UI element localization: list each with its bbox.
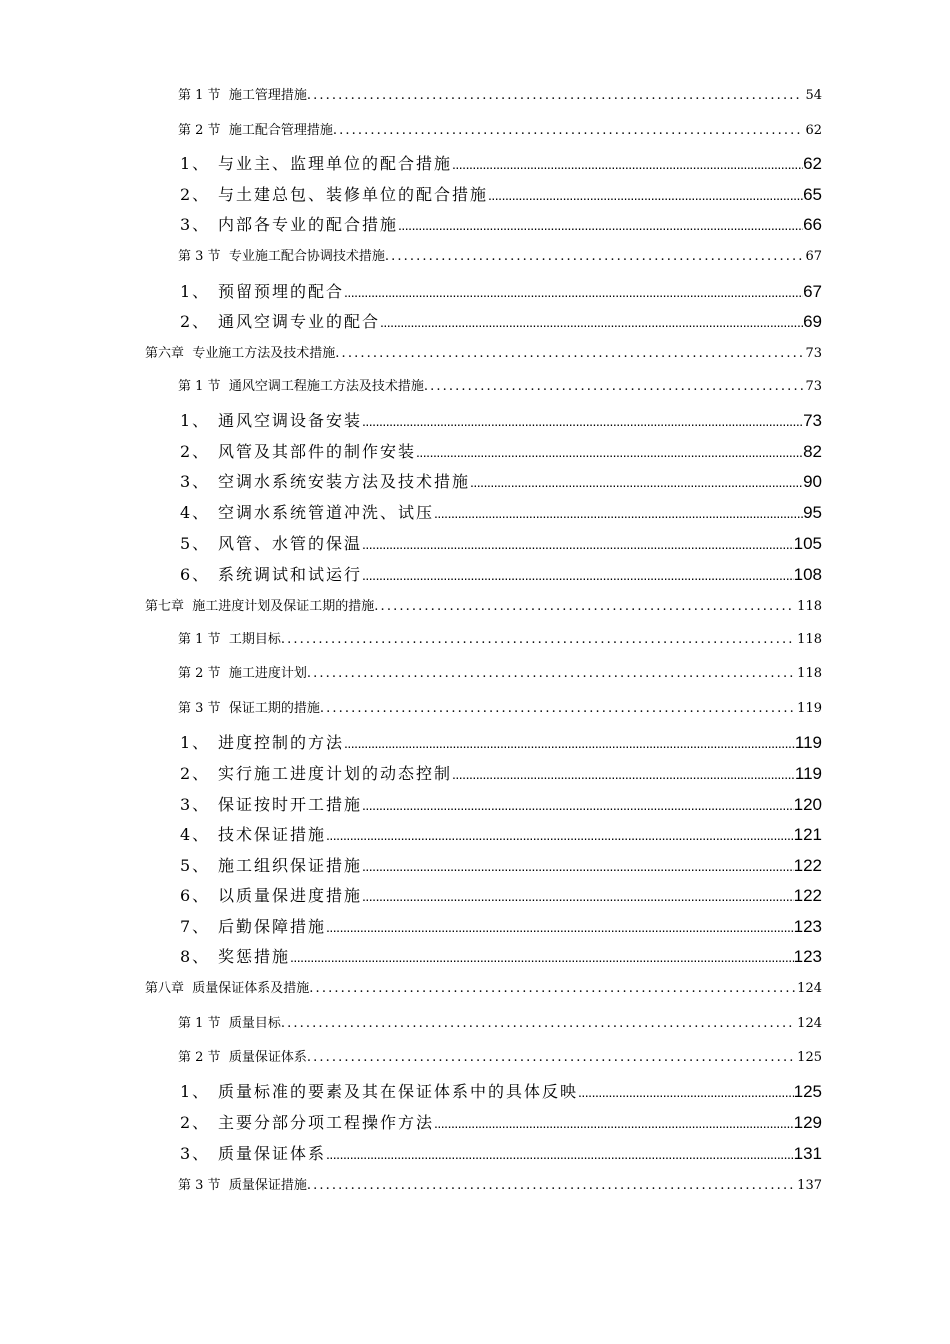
- toc-entry-label: [180, 408, 362, 431]
- dot-leader: [333, 123, 804, 138]
- toc-entry-title: 质量保证措施: [228, 1178, 307, 1193]
- dot-leader: [374, 599, 795, 614]
- dot-leader: [344, 282, 803, 301]
- toc-entry-page-number: 119: [794, 764, 822, 783]
- dot-leader: [452, 154, 803, 173]
- toc-entry-item[interactable]: [180, 914, 822, 938]
- toc-entry-page-number: 66: [803, 215, 822, 234]
- toc-entry-title: 进度控制的方法: [218, 733, 345, 752]
- toc-entry-label: [180, 500, 434, 523]
- toc-entry-item[interactable]: [180, 500, 822, 524]
- dot-leader: [434, 1113, 794, 1132]
- toc-entry-number: 第 1 节: [178, 1016, 221, 1031]
- toc-entry-page-number: 125: [797, 1050, 822, 1065]
- toc-entry-item[interactable]: [180, 469, 822, 493]
- toc-entry-number: 第 3 节: [178, 701, 221, 716]
- toc-entry-label: [178, 697, 320, 716]
- toc-entry-label: [180, 792, 362, 815]
- dot-leader: [398, 215, 803, 234]
- toc-entry-item[interactable]: [180, 883, 822, 907]
- toc-entry-label: [178, 628, 281, 647]
- toc-entry-item[interactable]: [180, 1141, 822, 1165]
- toc-entry-label: [145, 595, 374, 614]
- toc-entry-number: 5、: [180, 534, 211, 553]
- toc-entry-page-number: 123: [793, 917, 822, 936]
- toc-entry-label: [180, 469, 470, 492]
- toc-entry-number: 第 2 节: [178, 666, 221, 681]
- toc-entry-page-number: 120: [793, 795, 822, 814]
- toc-entry-label: [178, 375, 424, 394]
- toc-entry-item[interactable]: [180, 822, 822, 846]
- toc-entry-title: 质量目标: [228, 1016, 281, 1031]
- dot-leader: [362, 534, 794, 553]
- toc-entry-item[interactable]: [180, 730, 822, 754]
- toc-entry-title: 通风空调设备安装: [218, 411, 363, 430]
- toc-entry-page-number: 95: [803, 503, 822, 522]
- toc-entry-page-number: 62: [805, 123, 822, 138]
- toc-entry-section[interactable]: [178, 245, 822, 265]
- toc-entry-page-number: 124: [797, 981, 822, 996]
- toc-entry-label: [178, 245, 385, 264]
- toc-entry-number: 1、: [180, 282, 211, 301]
- toc-entry-label: [180, 944, 290, 967]
- dot-leader: [434, 503, 803, 522]
- dot-leader: [326, 825, 794, 844]
- dot-leader: [416, 442, 803, 461]
- toc-entry-item[interactable]: [180, 1110, 822, 1134]
- toc-entry-label: [180, 279, 344, 302]
- dot-leader: [335, 346, 803, 361]
- toc-entry-section[interactable]: [178, 1012, 822, 1032]
- toc-entry-item[interactable]: [180, 439, 822, 463]
- toc-entry-page-number: 129: [793, 1113, 822, 1132]
- toc-entry-number: 1、: [180, 154, 211, 173]
- toc-entry-page-number: 121: [793, 825, 822, 844]
- toc-entry-page-number: 137: [797, 1178, 822, 1193]
- dot-leader: [362, 565, 794, 584]
- dot-leader: [326, 917, 794, 936]
- toc-entry-number: 2、: [180, 442, 211, 461]
- toc-entry-title: 质量保证体系: [218, 1144, 327, 1163]
- toc-entry-label: [180, 1110, 434, 1133]
- toc-entry-number: 1、: [180, 733, 211, 752]
- dot-leader: [320, 701, 795, 716]
- dot-leader: [326, 1144, 794, 1163]
- toc-entry-title: 质量标准的要素及其在保证体系中的具体反映: [218, 1082, 579, 1101]
- toc-entry-page-number: 67: [805, 249, 822, 264]
- toc-entry-page-number: 69: [803, 312, 822, 331]
- toc-entry-title: 与土建总包、装修单位的配合措施: [218, 185, 489, 204]
- toc-entry-label: [178, 662, 307, 681]
- toc-entry-number: 第 3 节: [178, 1178, 221, 1193]
- toc-entry-title: 与业主、监理单位的配合措施: [218, 154, 453, 173]
- toc-entry-number: 3、: [180, 795, 211, 814]
- dot-leader: [452, 764, 795, 783]
- toc-entry-section[interactable]: [178, 662, 822, 682]
- toc-entry-section[interactable]: [178, 628, 822, 648]
- toc-entry-label: [180, 914, 326, 937]
- toc-entry-label: [180, 883, 362, 906]
- toc-entry-number: 5、: [180, 856, 211, 875]
- dot-leader: [309, 981, 795, 996]
- toc-entry-title: 通风空调专业的配合: [218, 312, 381, 331]
- dot-leader: [578, 1082, 794, 1101]
- toc-entry-label: [180, 151, 452, 174]
- toc-entry-page-number: 54: [805, 88, 822, 103]
- toc-entry-label: [180, 562, 362, 585]
- toc-entry-label: [145, 342, 335, 361]
- toc-entry-page-number: 108: [793, 565, 822, 584]
- toc-entry-title: 技术保证措施: [218, 825, 327, 844]
- toc-entry-item[interactable]: [180, 212, 822, 236]
- toc-entry-page-number: 73: [805, 346, 822, 361]
- toc-entry-title: 实行施工进度计划的动态控制: [218, 764, 453, 783]
- toc-entry-section[interactable]: [178, 375, 822, 395]
- toc-entry-label: [180, 182, 488, 205]
- toc-entry-label: [180, 309, 380, 332]
- toc-entry-title: 风管、水管的保温: [218, 534, 363, 553]
- toc-entry-page-number: 122: [793, 886, 822, 905]
- toc-entry-number: 1、: [180, 411, 211, 430]
- toc-entry-page-number: 73: [803, 411, 822, 430]
- dot-leader: [344, 733, 795, 752]
- toc-entry-title: 奖惩措施: [218, 947, 291, 966]
- toc-entry-page-number: 118: [797, 666, 822, 681]
- dot-leader: [380, 312, 803, 331]
- toc-entry-label: [178, 84, 307, 103]
- toc-entry-page-number: 73: [805, 379, 822, 394]
- toc-entry-title: 工期目标: [228, 632, 281, 647]
- toc-entry-item[interactable]: [180, 279, 822, 303]
- toc-entry-item[interactable]: [180, 309, 822, 333]
- toc-entry-label: [180, 212, 398, 235]
- toc-entry-section[interactable]: [178, 84, 822, 104]
- toc-entry-number: 2、: [180, 312, 211, 331]
- toc-entry-number: 3、: [180, 215, 211, 234]
- toc-entry-number: 第七章: [145, 599, 185, 614]
- toc-entry-title: 专业施工方法及技术措施: [192, 346, 336, 361]
- dot-leader: [290, 947, 794, 966]
- toc-entry-title: 施工管理措施: [228, 88, 307, 103]
- toc-entry-page-number: 124: [797, 1016, 822, 1031]
- toc-entry-title: 主要分部分项工程操作方法: [218, 1113, 435, 1132]
- toc-entry-page-number: 82: [803, 442, 822, 461]
- toc-entry-title: 施工配合管理措施: [228, 123, 333, 138]
- toc-entry-title: 专业施工配合协调技术措施: [228, 249, 385, 264]
- toc-entry-label: [178, 119, 333, 138]
- toc-entry-item[interactable]: [180, 562, 822, 586]
- dot-leader: [424, 379, 804, 394]
- toc-entry-label: [180, 822, 326, 845]
- toc-entry-item[interactable]: [180, 182, 822, 206]
- toc-entry-page-number: 119: [794, 733, 822, 752]
- toc-entry-page-number: 67: [803, 282, 822, 301]
- toc-entry-label: [178, 1174, 307, 1193]
- toc-entry-section[interactable]: [178, 119, 822, 139]
- toc-entry-number: 第 1 节: [178, 88, 221, 103]
- toc-entry-number: 1、: [180, 1082, 211, 1101]
- toc-entry-page-number: 118: [797, 632, 822, 647]
- toc-entry-number: 6、: [180, 886, 211, 905]
- toc-entry-label: [180, 1141, 326, 1164]
- toc-entry-number: 7、: [180, 917, 211, 936]
- toc-entry-label: [180, 1079, 578, 1102]
- dot-leader: [281, 632, 795, 647]
- toc-entry-number: 第六章: [145, 346, 185, 361]
- toc-entry-item[interactable]: [180, 408, 822, 432]
- toc-entry-title: 施工进度计划: [228, 666, 307, 681]
- toc-entry-page-number: 118: [797, 599, 822, 614]
- toc-entry-number: 第 1 节: [178, 379, 221, 394]
- toc-entry-chapter[interactable]: [145, 977, 822, 997]
- toc-entry-page-number: 90: [803, 472, 822, 491]
- toc-entry-number: 第 3 节: [178, 249, 221, 264]
- toc-entry-label: [145, 977, 309, 996]
- toc-entry-title: 风管及其部件的制作安装: [218, 442, 417, 461]
- toc-entry-page-number: 65: [803, 185, 822, 204]
- toc-entry-label: [180, 730, 344, 753]
- toc-entry-label: [178, 1012, 281, 1031]
- dot-leader: [281, 1016, 795, 1031]
- toc-entry-item[interactable]: [180, 761, 822, 785]
- toc-entry-number: 2、: [180, 764, 211, 783]
- toc-entry-item[interactable]: [180, 944, 822, 968]
- toc-entry-section[interactable]: [178, 697, 822, 717]
- toc-entry-title: 保证按时开工措施: [218, 795, 363, 814]
- toc-entry-title: 预留预埋的配合: [218, 282, 345, 301]
- dot-leader: [470, 472, 803, 491]
- toc-entry-item[interactable]: [180, 151, 822, 175]
- toc-entry-title: 保证工期的措施: [228, 701, 320, 716]
- toc-entry-item[interactable]: [180, 853, 822, 877]
- dot-leader: [385, 249, 804, 264]
- toc-entry-number: 2、: [180, 185, 211, 204]
- toc-entry-title: 系统调试和试运行: [218, 565, 363, 584]
- dot-leader: [488, 185, 803, 204]
- toc-entry-title: 后勤保障措施: [218, 917, 327, 936]
- toc-entry-number: 第 2 节: [178, 123, 221, 138]
- toc-entry-label: [178, 1046, 307, 1065]
- toc-entry-page-number: 62: [803, 154, 822, 173]
- toc-entry-label: [180, 531, 362, 554]
- toc-entry-page-number: 105: [793, 534, 822, 553]
- toc-entry-title: 质量保证体系: [228, 1050, 307, 1065]
- toc-entry-number: 4、: [180, 825, 211, 844]
- toc-entry-title: 空调水系统管道冲洗、试压: [218, 503, 435, 522]
- toc-entry-item[interactable]: [180, 1079, 822, 1103]
- toc-entry-item[interactable]: [180, 531, 822, 555]
- toc-entry-title: 通风空调工程施工方法及技术措施: [228, 379, 424, 394]
- toc-entry-page-number: 131: [793, 1144, 822, 1163]
- dot-leader: [307, 1178, 795, 1193]
- toc-entry-number: 6、: [180, 565, 211, 584]
- toc-entry-number: 8、: [180, 947, 211, 966]
- toc-entry-section[interactable]: [178, 1174, 822, 1194]
- toc-entry-page-number: 122: [793, 856, 822, 875]
- dot-leader: [307, 1050, 795, 1065]
- toc-entry-number: 3、: [180, 1144, 211, 1163]
- dot-leader: [307, 666, 795, 681]
- toc-entry-page-number: 119: [797, 701, 822, 716]
- toc-entry-chapter[interactable]: [145, 342, 822, 362]
- toc-entry-label: [180, 439, 416, 462]
- dot-leader: [307, 88, 804, 103]
- toc-entry-number: 第 1 节: [178, 632, 221, 647]
- toc-entry-page-number: 125: [793, 1082, 822, 1101]
- toc-entry-item[interactable]: [180, 792, 822, 816]
- toc-entry-number: 第八章: [145, 981, 185, 996]
- toc-entry-number: 2、: [180, 1113, 211, 1132]
- toc-entry-label: [180, 853, 362, 876]
- toc-entry-title: 以质量保进度措施: [218, 886, 363, 905]
- toc-entry-number: 第 2 节: [178, 1050, 221, 1065]
- dot-leader: [362, 795, 794, 814]
- toc-entry-chapter[interactable]: [145, 595, 822, 615]
- dot-leader: [362, 886, 794, 905]
- dot-leader: [362, 411, 803, 430]
- toc-entry-number: 3、: [180, 472, 211, 491]
- toc-entry-title: 质量保证体系及措施: [192, 981, 310, 996]
- toc-entry-title: 施工进度计划及保证工期的措施: [192, 599, 375, 614]
- toc-entry-section[interactable]: [178, 1046, 822, 1066]
- toc-entry-title: 施工组织保证措施: [218, 856, 363, 875]
- toc-entry-title: 空调水系统安装方法及技术措施: [218, 472, 471, 491]
- dot-leader: [362, 856, 794, 875]
- toc-entry-title: 内部各专业的配合措施: [218, 215, 399, 234]
- toc-entry-page-number: 123: [793, 947, 822, 966]
- toc-entry-number: 4、: [180, 503, 211, 522]
- toc-entry-label: [180, 761, 452, 784]
